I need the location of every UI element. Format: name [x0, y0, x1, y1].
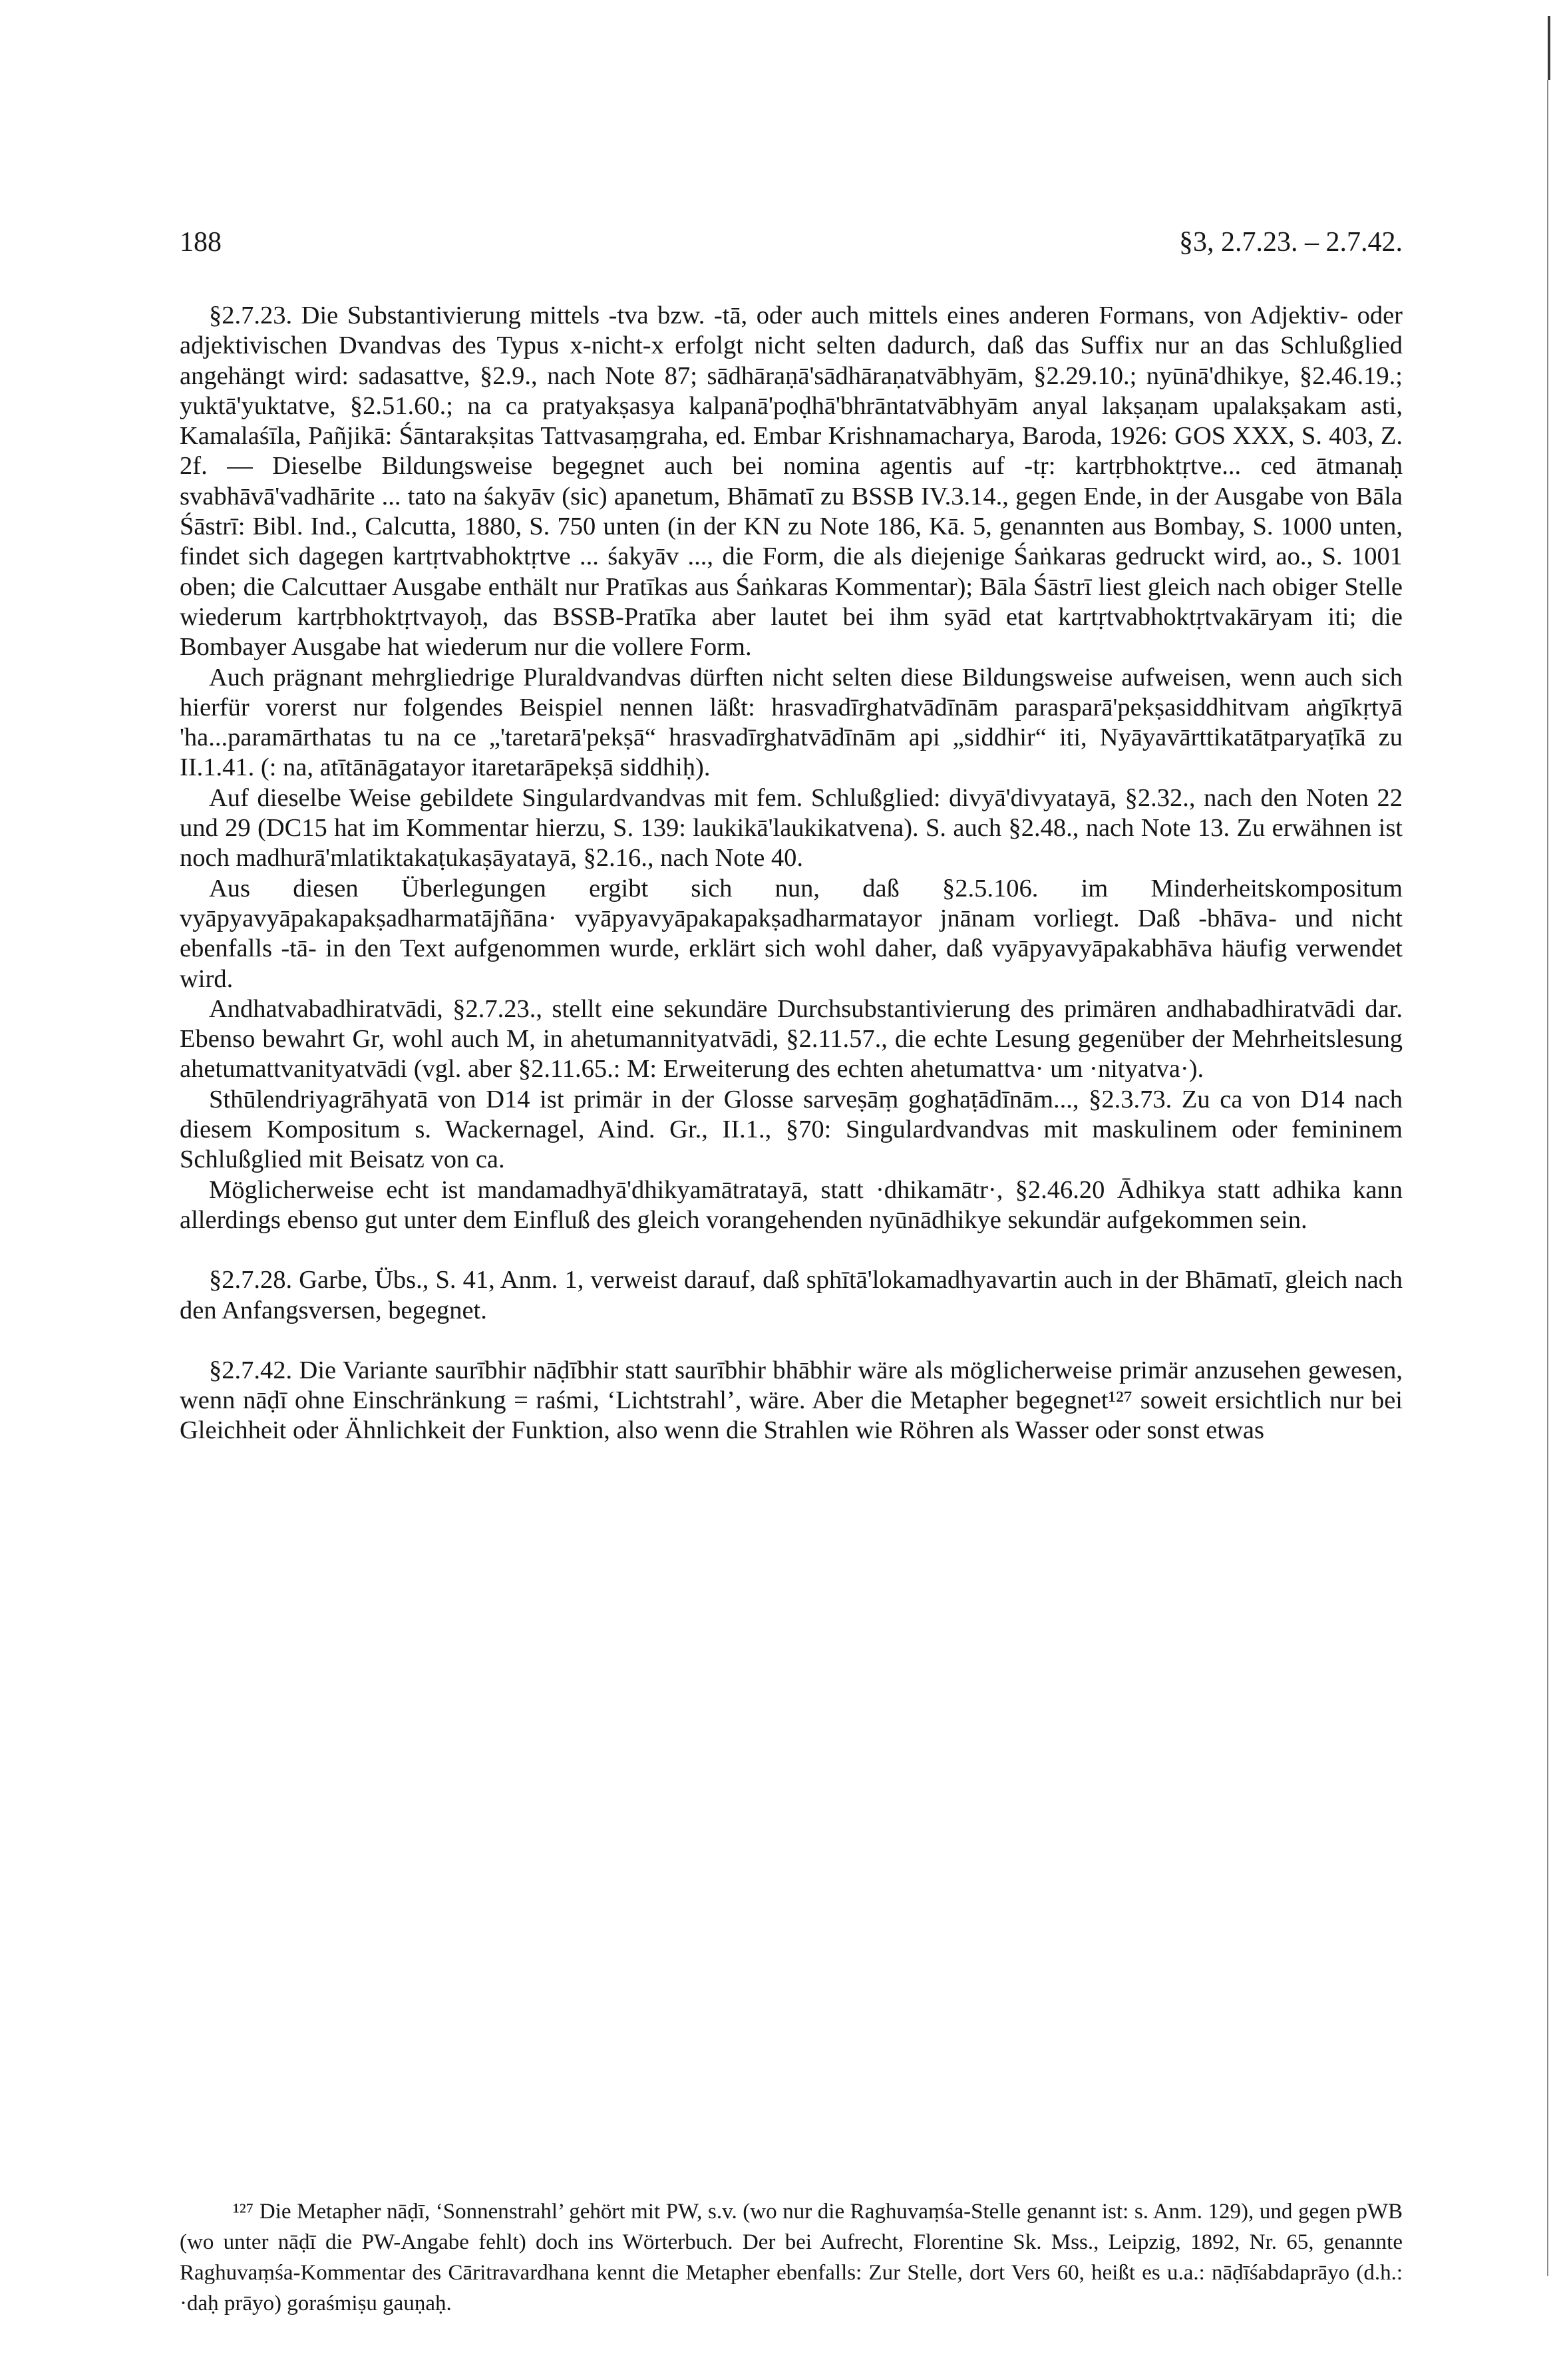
section-range: §3, 2.7.23. – 2.7.42.	[1179, 227, 1403, 258]
page-number: 188	[180, 227, 222, 258]
paragraph-2-7-23: §2.7.23. Die Substantivierung mittels -tva bzw. -tā, oder auch mittels eines anderen Formans, von Adjektiv- oder adjektivischen Dvandvas des Typus x-nicht-x erfolgt nicht selten dadurch, daß das Suffix nur an das Schlußglied angehängt wird: sadasattve, §2.9., nach Note 87; sādhāraṇā'sādhāraṇatvābhyām, §2.29.10.; nyūnā'dhikye, §2.46.19.; yuktā'yuktatve, §2.51.60.; na ca pratyakṣasya kalpanā'poḍhā'bhrāntatvābhyām anyal lakṣaṇam upalakṣakam asti, Kamalaśīla, Pañjikā: Śāntarakṣitas Tattvasaṃgraha, ed. Embar Krishnamacharya, Baroda, 1926: GOS XXX, S. 403, Z. 2f. — Dieselbe Bildungsweise begegnet auch bei nomina agentis auf -tṛ: kartṛbhoktṛtve... ced ātmanaḥ svabhāvā'vadhārite ... tato na śakyāv (sic) apanetum, Bhāmatī zu BSSB IV.3.14., gegen Ende, in der Ausgabe von Bāla Śāstrī: Bibl. Ind., Calcutta, 1880, S. 750 unten (in der KN zu Note 186, Kā. 5, genannten aus Bombay, S. 1000 unten, findet sich dagegen kartṛtvabhoktṛtve ... śakyāv ..., die Form, die als diejenige Śaṅkaras gedruckt wird, ao., S. 1001 oben; die Calcuttaer Ausgabe enthält nur Pratīkas aus Śaṅkaras Kommentar); Bāla Śāstrī liest gleich nach obiger Stelle wiederum kartṛbhoktṛtvayoḥ, das BSSB-Pratīka aber lautet bei ihm syād etat kartṛtvabhoktṛtvakāryam iti; die Bombayer Ausgabe hat wiederum nur die vollere Form.	[180, 301, 1403, 662]
running-header	[180, 222, 1403, 262]
paragraph-singulardvandvas: Auf dieselbe Weise gebildete Singulardvandvas mit fem. Schlußglied: divyā'divyatayā, §2.32., nach den Noten 22 und 29 (DC15 hat im Kommentar hierzu, S. 139: laukikā'laukikatvena). S. auch §2.48., nach Note 13. Zu erwähnen ist noch madhurā'mlatiktakaṭukaṣāyatayā, §2.16., nach Note 40.	[180, 783, 1403, 873]
paragraph-pluraldvandvas: Auch prägnant mehrgliedrige Pluraldvandvas dürften nicht selten diese Bildungsweise aufweisen, wenn auch sich hierfür vorerst nur folgendes Beispiel nennen läßt: hrasvadīrghatvādīnām parasparā'pekṣasiddhitvam aṅgīkṛtyā 'ha...paramārthatas tu na ce „'taretarā'pekṣā“ hrasvadīrghatvādīnām api „siddhir“ iti, Nyāyavārttikatātparyaṭīkā zu II.1.41. (: na, atītānāgatayor itaretarāpekṣā siddhiḥ).	[180, 663, 1403, 782]
paragraph-andhatvabadhiratvadi: Andhatvabadhiratvādi, §2.7.23., stellt eine sekundäre Durchsubstantivierung des primären andhabadhiratvādi dar. Ebenso bewahrt Gr, wohl auch M, in ahetumannityatvādi, §2.11.57., die echte Lesung gegenüber der Mehrheitslesung ahetumattvanityatvādi (vgl. aber §2.11.65.: M: Erweiterung des echten ahetumattva· um ·nityatva·).	[180, 994, 1403, 1084]
paragraph-mandamadhyadhikya: Möglicherweise echt ist mandamadhyā'dhikyamātratayā, statt ·dhikamātr·, §2.46.20 Ādhikya statt adhika kann allerdings ebenso gut unter dem Einfluß des gleich vorangehenden nyūnādhikye sekundär aufgekommen sein.	[180, 1175, 1403, 1234]
footnote-text: ¹²⁷ Die Metapher nāḍī, ‘Sonnenstrahl’ gehört mit PW, s.v. (wo nur die Raghuvaṃśa-Stelle genannt ist: s. Anm. 129), und gegen pWB (wo unter nāḍī die PW-Angabe fehlt) doch ins Wörterbuch. Der bei Aufrecht, Florentine Sk. Mss., Leipzig, 1892, Nr. 65, genannte Raghuvaṃśa-Kommentar des Cāritravardhana kennt die Metapher ebenfalls: Zur Stelle, dort Vers 60, heißt es u.a.: nāḍīśabdaprāyo (d.h.: ·daḥ prāyo) goraśmiṣu gauṇaḥ.	[180, 2200, 1403, 2315]
paragraph-ueberlegungen: Aus diesen Überlegungen ergibt sich nun, daß §2.5.106. im Minderheitskompositum vyāpyavyāpakapakṣadharmatājñāna· vyāpyavyāpakapakṣadharmatayor jnānam vorliegt. Daß -bhāva- und nicht ebenfalls -tā- in den Text aufgenommen wurde, erklärt sich wohl daher, daß vyāpyavyāpakabhāva häufig verwendet wird.	[180, 874, 1403, 993]
paragraph-sthulendriyagrahyata: Sthūlendriyagrāhyatā von D14 ist primär in der Glosse sarveṣāṃ goghaṭādīnām..., §2.3.73. Zu ca von D14 nach diesem Kompositum s. Wackernagel, Aind. Gr., II.1., §70: Singulardvandvas mit maskulinem oder femininem Schlußglied mit Beisatz von ca.	[180, 1085, 1403, 1174]
paragraph-2-7-42: §2.7.42. Die Variante saurībhir nāḍībhir statt saurībhir bhābhir wäre als möglicherweise primär anzusehen gewesen, wenn nāḍī ohne Einschränkung = raśmi, ‘Lichtstrahl’, wäre. Aber die Metapher begegnet¹²⁷ soweit ersichtlich nur bei Gleichheit oder Ähnlichkeit der Funktion, also wenn die Strahlen wie Röhren als Wasser oder sonst etwas	[180, 1356, 1403, 1445]
paragraph-2-7-28: §2.7.28. Garbe, Übs., S. 41, Anm. 1, verweist darauf, daß sphītā'lokamadhyavartin auch in der Bhāmatī, gleich nach den Anfangsversen, begegnet.	[180, 1266, 1403, 1324]
scan-edge-line	[1547, 80, 1548, 2276]
footnote-127	[180, 2196, 1403, 2319]
main-text	[180, 301, 1403, 1446]
scan-edge-mark	[1548, 16, 1550, 80]
